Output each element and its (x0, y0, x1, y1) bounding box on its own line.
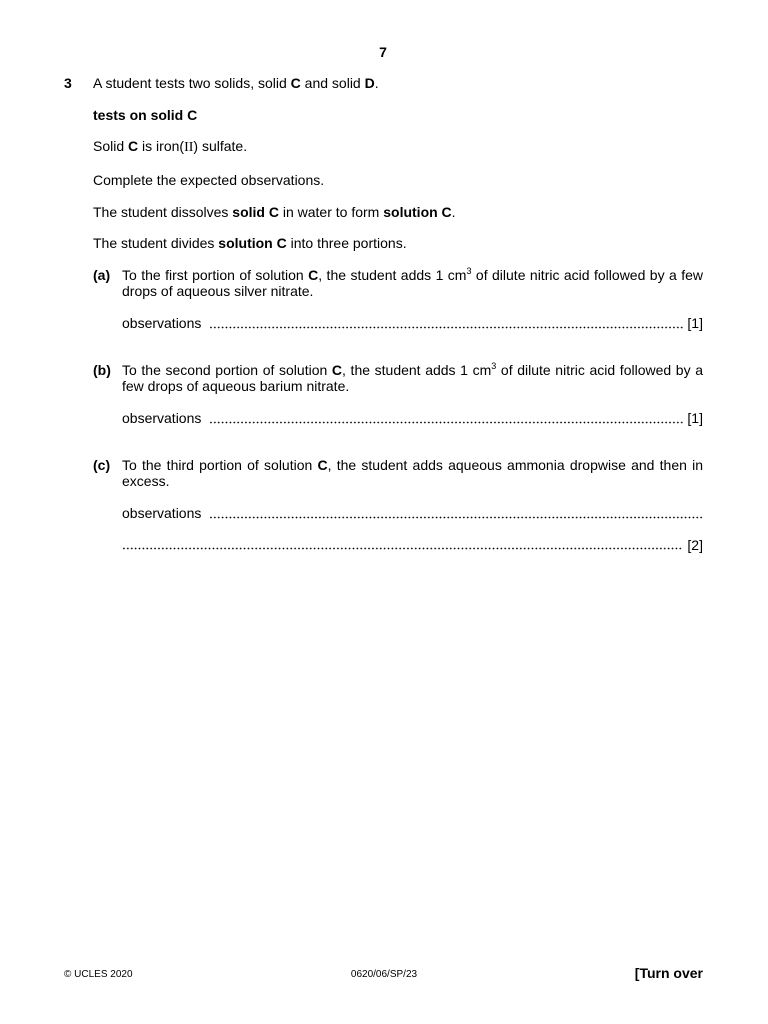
page-number: 7 (379, 44, 387, 60)
superscript: 3 (466, 266, 472, 277)
answer-dotted-line (122, 537, 683, 553)
part-text (122, 267, 703, 299)
divide-text: The student divides (93, 235, 219, 252)
roman-numeral: II (184, 140, 194, 156)
part-text-segment: of dilute nitric acid followed by a few drops of aqueous silver nitrate. (122, 267, 704, 300)
solid-c-ref: solid C (232, 203, 279, 220)
question-body (93, 75, 703, 584)
answer-label: observations (122, 314, 202, 331)
solid-d-ref: D (364, 75, 375, 91)
section-heading: tests on solid C (93, 106, 198, 123)
part-text-segment: To the second portion of solution (122, 362, 332, 379)
part-body (122, 457, 703, 552)
info-text: ) sulfate. (193, 138, 248, 155)
solution-c-ref: C (308, 267, 319, 284)
answer-dotted-line (209, 410, 683, 426)
footer-copyright: © UCLES 2020 (64, 969, 133, 980)
part-text-segment: , the student adds 1 cm (342, 362, 492, 379)
part-text-segment: , the student adds 1 cm (318, 267, 467, 284)
answer-label: observations (122, 409, 202, 426)
stem-text: and solid (300, 75, 365, 91)
answer-row (122, 315, 703, 331)
divide-sentence (93, 235, 703, 251)
question-3 (64, 75, 703, 584)
part-text (122, 457, 703, 489)
question-row (64, 75, 703, 584)
marks: [1] (687, 409, 703, 426)
marks: [2] (687, 536, 703, 553)
dissolve-text: . (451, 203, 456, 220)
footer-paper-code: 0620/06/SP/23 (350, 969, 418, 980)
solid-c-ref: C (290, 75, 301, 91)
dissolve-text: The student dissolves (93, 203, 233, 220)
part-text-segment: To the third portion of solution (122, 457, 318, 474)
part-body (122, 267, 703, 331)
solution-c-ref: solution C (218, 235, 287, 252)
instruction: Complete the expected observations. (93, 172, 325, 189)
part-body (122, 362, 703, 426)
stem-text: . (374, 75, 379, 91)
solid-c-info (93, 138, 703, 156)
solution-c-ref: C (317, 457, 328, 474)
part-text-segment: To the first portion of solution (122, 267, 309, 284)
superscript: 3 (491, 361, 497, 372)
solution-c-ref: solution C (383, 203, 452, 220)
question-stem (93, 75, 703, 91)
part-text (122, 362, 703, 394)
answer-label: observations (122, 504, 202, 521)
stem-text: A student tests two solids, solid (93, 75, 291, 91)
footer-turn-over: [Turn over (634, 965, 703, 981)
answer-dotted-line (209, 505, 703, 521)
marks: [1] (687, 314, 703, 331)
part-b (93, 362, 703, 426)
dissolve-text: in water to form (278, 203, 384, 220)
dissolve-sentence (93, 204, 703, 220)
part-c (93, 457, 703, 552)
part-a (93, 267, 703, 331)
answer-dotted-line (209, 315, 683, 331)
part-text-segment: , the student adds aqueous ammonia dropwise and then in excess. (122, 457, 703, 490)
solid-c-ref: C (128, 138, 139, 155)
part-label: (a) (93, 267, 111, 284)
divide-text: into three portions. (286, 235, 407, 252)
answer-row (122, 505, 703, 521)
info-text: Solid (93, 138, 129, 155)
answer-row (122, 410, 703, 426)
part-text-segment: of dilute nitric acid followed by a few drops of aqueous barium nitrate. (122, 362, 704, 395)
answer-row (122, 537, 703, 553)
solution-c-ref: C (331, 362, 343, 379)
part-label: (c) (93, 457, 111, 474)
part-label: (b) (93, 362, 111, 379)
info-text: is iron( (138, 138, 185, 155)
question-number: 3 (64, 75, 72, 91)
